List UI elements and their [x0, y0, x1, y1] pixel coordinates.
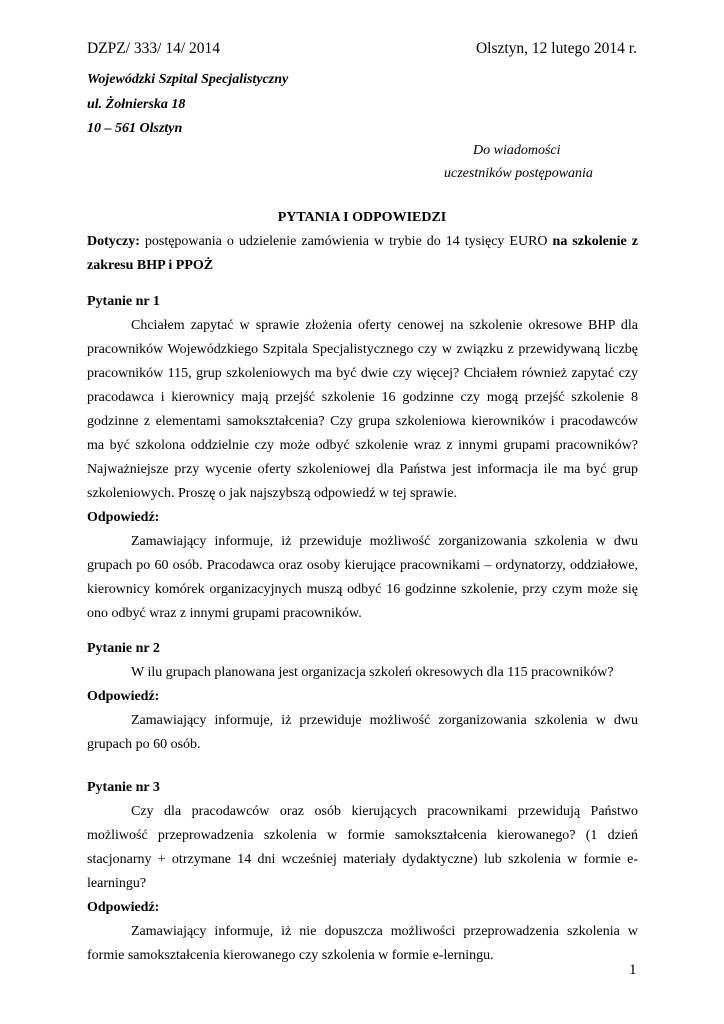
sender-name: Wojewódzki Szpital Specjalistyczny [87, 72, 289, 87]
document-reference: DZPZ/ 333/ 14/ 2014 [87, 40, 221, 57]
answer-text: Zamawiający informuje, iż przewiduje możliwość zorganizowania szkolenia w dwu grupach po 60 osób. Pracodawca oraz osoby kierujące pracownikami – ordynatorzy, oddziałowe, kierownicy komórek organizacyjnych muszą odbyć 16 godzinne szkolenie, przy czym może się ono odbyć wraz z innymi grupami pracowników. [87, 534, 638, 621]
subject-text: postępowania o udzielenie zamówienia w trybie do 14 tysięcy EURO [139, 234, 553, 249]
qa-block-3 [87, 776, 638, 968]
subject-label: Dotyczy: [87, 234, 140, 249]
answer-label: Odpowiedź: [87, 900, 160, 915]
recipient-line-1: Do wiadomości [473, 143, 561, 158]
sender-street: ul. Żołnierska 18 [87, 97, 186, 112]
document-title: PYTANIA I ODPOWIEDZI [277, 210, 447, 225]
question-text: Czy dla pracodawców oraz osób kierujących pracownikami przewidują Państwo możliwość przeprowadzenia szkolenia w formie samokształcenia kierowanego? (1 dzień stacjonarny + otrzymane 14 dni wcześniej materiały dydaktyczne) lub szkolenia w formie e-learningu? [87, 804, 638, 891]
answer-text: Zamawiający informuje, iż nie dopuszcza możliwości przeprowadzenia szkolenia w formie samokształcenia kierowanego czy szkolenia w formie e-lerningu. [87, 924, 638, 963]
recipient-line-2: uczestników postępowania [444, 166, 593, 181]
question-text: W ilu grupach planowana jest organizacja szkoleń okresowych dla 115 pracowników? [131, 665, 614, 680]
subject-bold-text: na szkolenie z zakresu BHP i PPOŻ [87, 234, 638, 273]
question-label: Pytanie nr 3 [87, 780, 160, 795]
answer-label: Odpowiedź: [87, 510, 160, 525]
page-number: 1 [629, 962, 637, 978]
qa-block-1 [87, 290, 638, 626]
answer-label: Odpowiedź: [87, 689, 160, 704]
question-label: Pytanie nr 2 [87, 641, 160, 656]
qa-block-2 [87, 637, 638, 757]
answer-text: Zamawiający informuje, iż przewiduje możliwość zorganizowania szkolenia w dwu grupach po 60 osób. [87, 713, 638, 752]
sender-city: 10 – 561 Olsztyn [87, 121, 183, 136]
question-text: Chciałem zapytać w sprawie złożenia oferty cenowej na szkolenie okresowe BHP dla pracowników Wojewódzkiego Szpitala Specjalistycznego czy w związku z przewidywaną liczbę pracowników 115, grup szkoleniowych ma być dwie czy więcej? Chciałem również zapytać czy pracodawca i kierownicy mają przejść szkolenie 16 godzinne czy mogą przejść szkolenie 8 godzinne z elementami samokształcenia? Czy grupa szkoleniowa kierowników i pracodawców ma być szkolona oddzielnie czy może odbyć szkolenie wraz z innymi grupami pracowników? Najważniejsze przy wycenie oferty szkoleniowej dla Państwa jest informacja ile ma być grup szkoleniowych. Proszę o jak najszybszą odpowiedź w tej sprawie. [87, 318, 638, 501]
subject-paragraph [87, 230, 638, 278]
question-label: Pytanie nr 1 [87, 294, 160, 309]
place-date: Olsztyn, 12 lutego 2014 r. [475, 40, 637, 57]
